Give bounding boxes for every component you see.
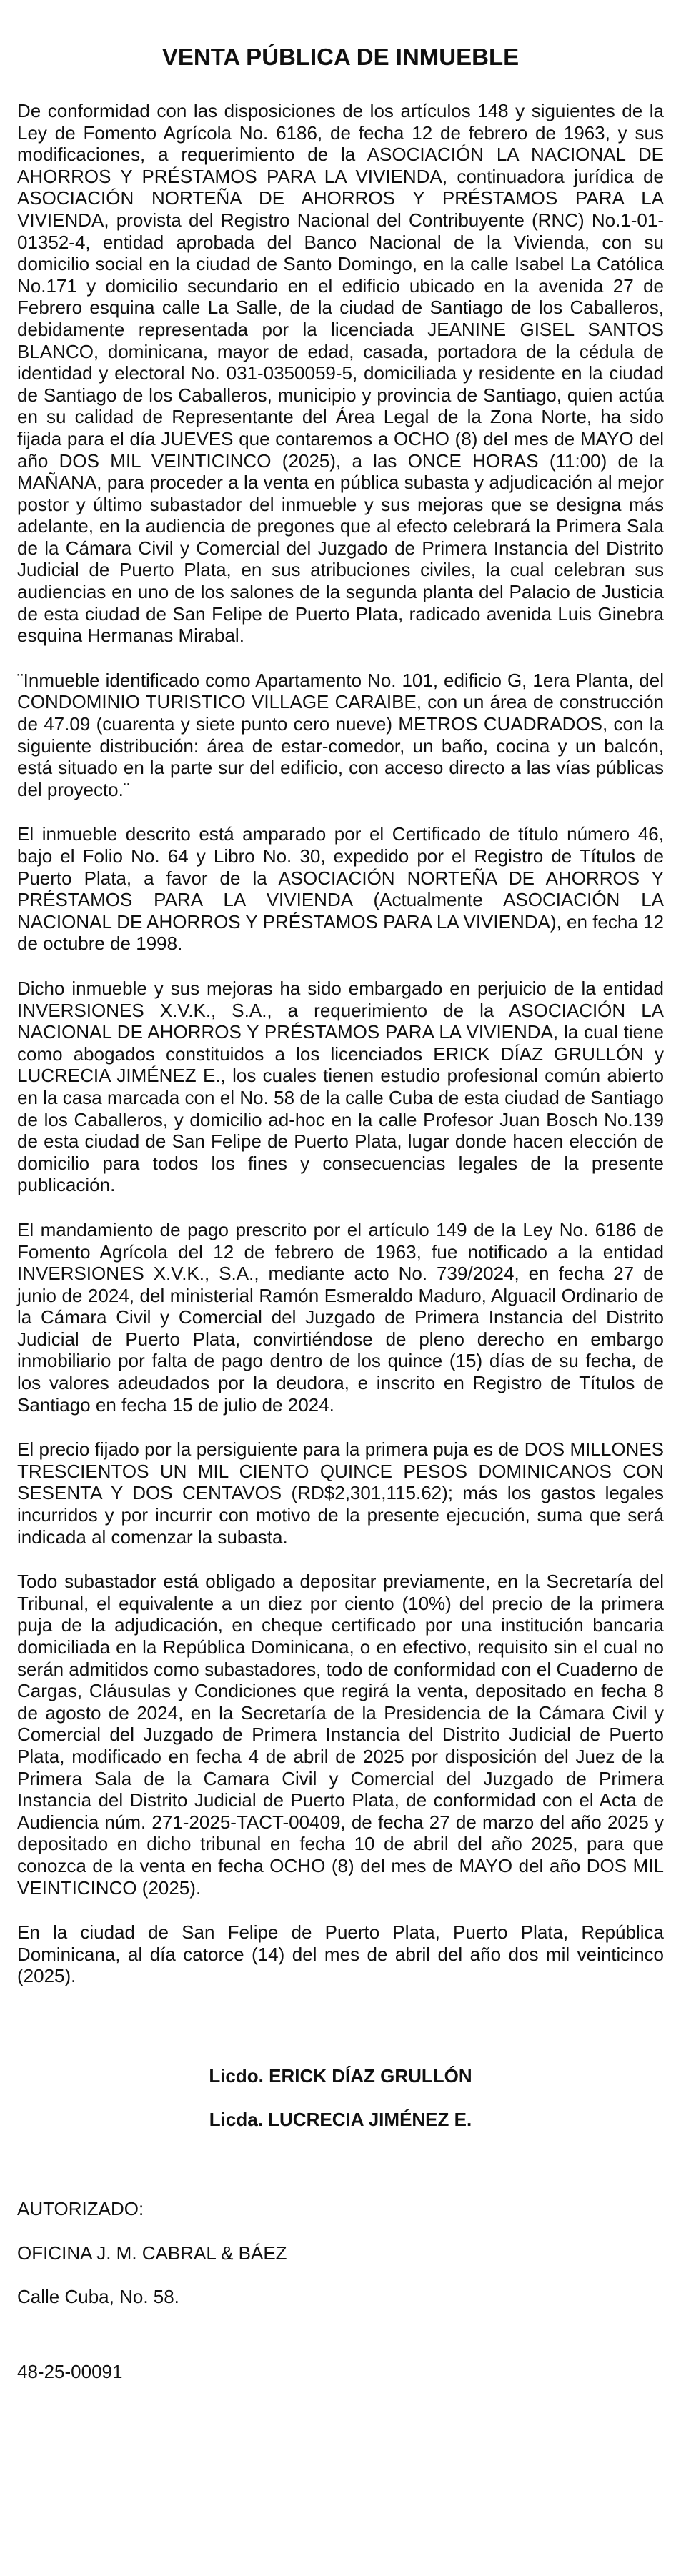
notice-title: VENTA PÚBLICA DE INMUEBLE <box>161 44 520 70</box>
paragraph-title-certificate: El inmueble descrito está amparado por el Certificado de título número 46, bajo el Folio No. 64 y Libro No. 30, expedido por el Registro de Títulos de Puerto Plata, a favor de la ASOCIACIÓN NORTEÑA DE AHORROS Y PRÉSTAMOS PARA LA VIVIENDA (Actualmente ASOCIACIÓN LA NACIONAL DE AHORROS Y PRÉSTAMOS PARA LA VIVIENDA), en fecha 12 de octubre de 1998. <box>17 823 664 955</box>
office-address: Calle Cuba, No. 58. <box>17 2285 179 2307</box>
paragraph-payment-order: El mandamiento de pago prescrito por el artículo 149 de la Ley No. 6186 de Fomento Agrícola del 12 de febrero de 1963, fue notificado a la entidad INVERSIONES X.V.K., S.A., mediante acto No. 739/2024, en fecha 27 de junio de 2024, del ministerial Ramón Esmeraldo Maduro, Alguacil Ordinario de la Cámara Civil y Comercial del Juzgado de Primera Instancia del Distrito Judicial de Puerto Plata, convirtiéndose de pleno derecho en embargo inmobiliario por falta de pago dentro de los quince (15) días de su fecha, de los valores adeudados por la deudora, e inscrito en Registro de Títulos de Santiago en fecha 15 de julio de 2024. <box>17 1218 664 1416</box>
office-name: OFICINA J. M. CABRAL & BÁEZ <box>17 2242 287 2264</box>
paragraph-intro: De conformidad con las disposiciones de los artículos 148 y siguientes de la Ley de Fomento Agrícola No. 6186, de fecha 12 de febrero de 1963, y sus modificaciones, a requerimiento de la ASOCIACIÓN LA NACIONAL DE AHORROS Y PRÉSTAMOS PARA LA VIVIENDA, continuadora jurídica de ASOCIACIÓN NORTEÑA DE AHORROS Y PRÉSTAMOS PARA LA VIVIENDA, provista del Registro Nacional del Contribuyente (RNC) No.1-01-01352-4, entidad aprobada del Banco Nacional de la Vivienda, con su domicilio social en la ciudad de Santo Domingo, en la calle Isabel La Católica No.171 y domicilio secundario en el edificio ubicado en la avenida 27 de Febrero esquina calle La Salle, de la ciudad de Santiago de los Caballeros, debidamente representada por la licenciada JEANINE GISEL SANTOS BLANCO, dominicana, mayor de edad, casada, portadora de la cédula de identidad y electoral No. 031-0350059-5, domiciliada y residente en la ciudad de Santiago de los Caballeros, municipio y provincia de Santiago, quien actúa en su calidad de Representante del Área Legal de la Zona Norte, ha sido fijada para el día JUEVES que contaremos a OCHO (8) del mes de MAYO del año DOS MIL VEINTICINCO (2025), a las ONCE HORAS (11:00) de la MAÑANA, para proceder a la venta en pública subasta y adjudicación al mejor postor y último subastador del inmueble y sus mejoras que se designa más adelante, en la audiencia de pregones que al efecto celebrará la Primera Sala de la Cámara Civil y Comercial del Juzgado de Primera Instancia del Distrito Judicial de Puerto Plata, en sus atribuciones civiles, la cual celebran sus audiencias en uno de los salones de la segunda planta del Palacio de Justicia de esta ciudad de San Felipe de Puerto Plata, radicado avenida Luis Ginebra esquina Hermanas Mirabal. <box>17 100 664 647</box>
signers-block <box>17 2043 664 2152</box>
paragraph-price: El precio fijado por la persiguiente para la primera puja es de DOS MILLONES TRESCIENTOS UN MIL CIENTO QUINCE PESOS DOMINICANOS CON SESENTA Y DOS CENTAVOS (RD$2,301,115.62); más los gastos legales incurridos y por incurrir con motivo de la presente ejecución, suma que será indicada al comenzar la subasta. <box>17 1438 664 1548</box>
paragraph-place-date: En la ciudad de San Felipe de Puerto Plata, Puerto Plata, República Dominicana, al día catorce (14) del mes de abril del año dos mil veinticinco (2025). <box>17 1921 664 1987</box>
authorized-office-block <box>17 2177 664 2329</box>
signer-name-2: Licda. LUCRECIA JIMÉNEZ E. <box>209 2108 472 2130</box>
paragraph-property-description: ¨Inmueble identificado como Apartamento No. 101, edificio G, 1era Planta, del CONDOMINIO TURISTICO VILLAGE CARAIBE, con un área de construcción de 47.09 (cuarenta y siete punto cero nueve) METROS CUADRADOS, con la siguiente distribución: área de estar-comedor, un baño, cocina y un balcón, está situado en la parte sur del edificio, con acceso directo a las vías públicas del proyecto.¨ <box>17 669 664 800</box>
paragraph-seizure: Dicho inmueble y sus mejoras ha sido embargado en perjuicio de la entidad INVERSIONES X.V.K., S.A., a requerimiento de la ASOCIACIÓN LA NACIONAL DE AHORROS Y PRÉSTAMOS PARA LA VIVIENDA, la cual tiene como abogados constituidos a los licenciados ERICK DÍAZ GRULLÓN y LUCRECIA JIMÉNEZ E., los cuales tienen estudio profesional común abierto en la casa marcada con el No. 58 de la calle Cuba de esta ciudad de Santiago de los Caballeros, y domicilio ad-hoc en la calle Profesor Juan Bosch No.139 de esta ciudad de San Felipe de Puerto Plata, lugar donde hacen elección de domicilio para todos los fines y consecuencias legales de la presente publicación. <box>17 977 664 1196</box>
publication-code: 48-25-00091 <box>17 2361 123 2383</box>
authorized-label: AUTORIZADO: <box>17 2198 144 2220</box>
signer-name-1: Licdo. ERICK DÍAZ GRULLÓN <box>209 2064 472 2087</box>
paragraph-deposit-requirement: Todo subastador está obligado a depositar previamente, en la Secretaría del Tribunal, el equivalente a un diez por ciento (10%) del precio de la primera puja de la adjudicación, en cheque certificado por una institución bancaria domiciliada en la República Dominicana, o en efectivo, requisito sin el cual no serán admitidos como subastadores, todo de conformidad con el Cuaderno de Cargas, Cláusulas y Condiciones que regirá la venta, depositado en fecha 8 de agosto de 2024, en la Secretaría de la Presidencia de la Cámara Civil y Comercial del Juzgado de Primera Instancia del Distrito Judicial de Puerto Plata, modificado en fecha 4 de abril de 2025 por disposición del Juez de la Primera Sala de la Camara Civil y Comercial del Juzgado de Primera Instancia del Distrito Judicial de Puerto Plata, de conformidad con el Acta de Audiencia núm. 271-2025-TACT-00409, de fecha 27 de marzo del año 2025 y depositado en dicho tribunal en fecha 10 de abril del año 2025, para que conozca de la venta en fecha OCHO (8) del mes de MAYO del año DOS MIL VEINTICINCO (2025). <box>17 1571 664 1899</box>
